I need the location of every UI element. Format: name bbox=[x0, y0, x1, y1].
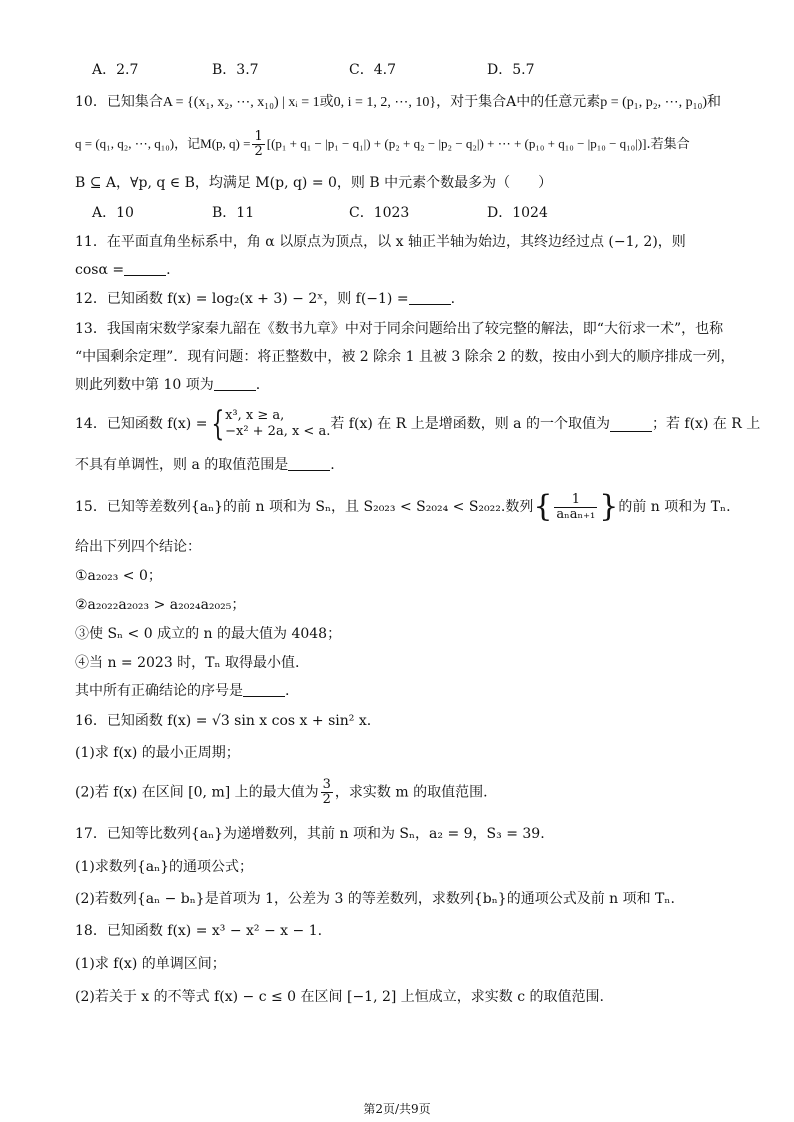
page-footer: 第2页/共9页 bbox=[363, 1102, 431, 1116]
q15-stem: 15．已知等差数列{aₙ}的前 n 项和为 Sₙ，且 S₂₀₂₃ < S₂₀₂₄ < S₂₀₂₂.数列 bbox=[75, 499, 534, 515]
q10-note: ，记 bbox=[174, 137, 201, 152]
q9-option-b[interactable]: B．3.7 bbox=[212, 62, 259, 78]
q18-part-2: (2)若关于 x 的不等式 f(x) − c ≤ 0 在区间 [−1, 2] 上恒成立，求实数 c 的取值范围. bbox=[75, 989, 604, 1005]
q17-part-1: (1)求数列{aₙ}的通项公式； bbox=[75, 859, 254, 875]
q15-answer-blank[interactable] bbox=[243, 682, 285, 697]
q14-cases bbox=[225, 408, 330, 440]
q15-ask bbox=[75, 680, 734, 702]
q14-period: . bbox=[330, 457, 335, 473]
q13-line-1: 13．我国南宋数学家秦九韶在《数书九章》中对于同余问题给出了较完整的解法，即“大衍求一术”，也称 bbox=[75, 321, 724, 337]
q10-line-2 bbox=[75, 130, 734, 159]
q10-options bbox=[92, 202, 712, 224]
q10-option-d[interactable]: D．1024 bbox=[487, 205, 548, 221]
q15-period: . bbox=[285, 683, 290, 699]
q9-option-c[interactable]: C．4.7 bbox=[349, 62, 396, 78]
q14-answer-blank-1[interactable] bbox=[610, 417, 652, 432]
q15-conclusion-4: ④当 n = 2023 时，Tₙ 取得最小值. bbox=[75, 655, 300, 671]
q10-and: 和 bbox=[707, 94, 721, 110]
q10-option-c[interactable]: C．1023 bbox=[349, 205, 410, 221]
q10-expression: [(p₁ + q₁ − |p₁ − q₁|) + (p₂ + q₂ − |p₂ − q₂|) + ⋯ + (p₁₀ + q₁₀ − |p₁₀ − q₁₀|)] bbox=[266, 136, 647, 151]
q10-if-set: .若集合 bbox=[646, 137, 690, 152]
q13-line-2: “中国剩余定理”．现有问题：将正整数中，被 2 除余 1 且被 3 除余 2 的数，按由小到大的顺序排成一列， bbox=[75, 349, 735, 365]
q10-p: p = (p₁, p₂, ⋯, p₁₀) bbox=[600, 95, 707, 110]
fraction-numerator: 3 bbox=[322, 777, 331, 792]
q13-line-3 bbox=[75, 374, 734, 396]
q14-case-2: −x² + 2a, x < a. bbox=[225, 424, 331, 439]
q11-cos: cosα = bbox=[75, 262, 125, 278]
fraction-numerator: 1 bbox=[554, 493, 597, 508]
q16-fraction bbox=[321, 778, 333, 807]
q14-line-2 bbox=[75, 454, 734, 476]
q10-line-1 bbox=[75, 91, 734, 114]
q11-period: . bbox=[166, 262, 171, 278]
q14-stem: 14．已知函数 f(x) = bbox=[75, 416, 208, 432]
q13-period: . bbox=[255, 377, 261, 393]
q10-half-fraction bbox=[252, 130, 264, 159]
q9-options bbox=[92, 59, 712, 81]
q15-left-brace: { bbox=[533, 489, 553, 524]
q14-brace: { bbox=[211, 404, 225, 444]
q9-option-a[interactable]: A．2.7 bbox=[92, 62, 139, 78]
q16-stem: 16．已知函数 f(x) = √3 sin x cos x + sin² x. bbox=[75, 713, 372, 729]
q12-period: . bbox=[450, 291, 456, 307]
q11-answer-blank[interactable] bbox=[124, 261, 166, 276]
q13-answer-blank[interactable] bbox=[214, 376, 256, 391]
q11-line-1: 11．在平面直角坐标系中，角 α 以原点为顶点，以 x 轴正半轴为始边，其终边经过点 (−1, 2)，则 bbox=[75, 234, 686, 250]
q15-ask-text: 其中所有正确结论的序号是 bbox=[75, 683, 243, 699]
q10-q: q = (q₁, q₂, ⋯, q₁₀) bbox=[75, 136, 175, 151]
q15-intro: 给出下列四个结论： bbox=[75, 539, 201, 555]
q12-stem: 12．已知函数 f(x) = log₂(x + 3) − 2ˣ，则 f(−1) = bbox=[75, 291, 409, 307]
fraction-numerator: 1 bbox=[254, 129, 263, 144]
fraction-denominator: 2 bbox=[322, 792, 331, 807]
q17-part-2: (2)若数列{aₙ − bₙ}是首项为 1，公差为 3 的等差数列，求数列{bₙ}的通项公式及前 n 项和 Tₙ. bbox=[75, 891, 675, 907]
q18-stem: 18．已知函数 f(x) = x³ − x² − x − 1. bbox=[75, 923, 323, 939]
q10-set-a: A = {(x₁, x₂, ⋯, x₁₀) | xᵢ = 1或0, i = 1, 2, ⋯, 10} bbox=[162, 95, 437, 110]
q12-line bbox=[75, 288, 734, 310]
q16-part-2 bbox=[75, 778, 488, 807]
fraction-denominator: 2 bbox=[254, 144, 263, 159]
q15-right-brace: } bbox=[599, 489, 619, 524]
q15-conclusion-2: ②a₂₀₂₂a₂₀₂₃ > a₂₀₂₄a₂₀₂₅； bbox=[75, 597, 246, 613]
q14-range: 不具有单调性，则 a 的取值范围是 bbox=[75, 457, 289, 473]
q10-option-b[interactable]: B．11 bbox=[212, 205, 255, 221]
q10-line-3: B ⊆ A，∀p, q ∈ B，均满足 M(p, q) = 0，则 B 中元素个数最多为（ ） bbox=[75, 175, 553, 191]
q15-line-1 bbox=[75, 489, 731, 524]
q15-tn: 的前 n 项和为 Tₙ. bbox=[618, 499, 731, 515]
q14-case-1: x³, x ≥ a, bbox=[225, 408, 285, 423]
q15-conclusion-3: ③使 Sₙ < 0 成立的 n 的最大值为 4048； bbox=[75, 626, 342, 642]
q16-part-2-text: (2)若 f(x) 在区间 [0, m] 上的最大值为 bbox=[75, 784, 319, 801]
q10-option-a[interactable]: A．10 bbox=[92, 205, 134, 221]
q14-line-1 bbox=[75, 404, 761, 444]
q14-answer-blank-2[interactable] bbox=[288, 456, 330, 471]
q16-part-2-end: ，求实数 m 的取值范围. bbox=[334, 784, 488, 801]
q15-fraction bbox=[554, 493, 597, 522]
q10-number-stem: 10．已知集合 bbox=[75, 94, 163, 110]
q17-stem: 17．已知等比数列{aₙ}为递增数列，其前 n 项和为 Sₙ，a₂ = 9，S₃ = 39. bbox=[75, 826, 545, 842]
q12-answer-blank[interactable] bbox=[409, 290, 451, 305]
q18-part-1: (1)求 f(x) 的单调区间； bbox=[75, 956, 226, 972]
q9-option-d[interactable]: D．5.7 bbox=[487, 62, 535, 78]
q10-m-def: M(p, q) = bbox=[200, 136, 251, 151]
q14-nonmono: ；若 f(x) 在 R 上 bbox=[651, 416, 761, 432]
q15-conclusion-1: ①a₂₀₂₃ < 0； bbox=[75, 568, 162, 584]
q16-part-1: (1)求 f(x) 的最小正周期； bbox=[75, 745, 240, 761]
q10-text: ，对于集合A中的任意元素 bbox=[436, 94, 601, 110]
fraction-denominator: aₙaₙ₊₁ bbox=[556, 506, 596, 522]
q14-increasing: 若 f(x) 在 R 上是增函数，则 a 的一个取值为 bbox=[330, 416, 610, 432]
q11-line-2 bbox=[75, 259, 734, 281]
q13-ask: 则此列数中第 10 项为 bbox=[75, 377, 214, 393]
